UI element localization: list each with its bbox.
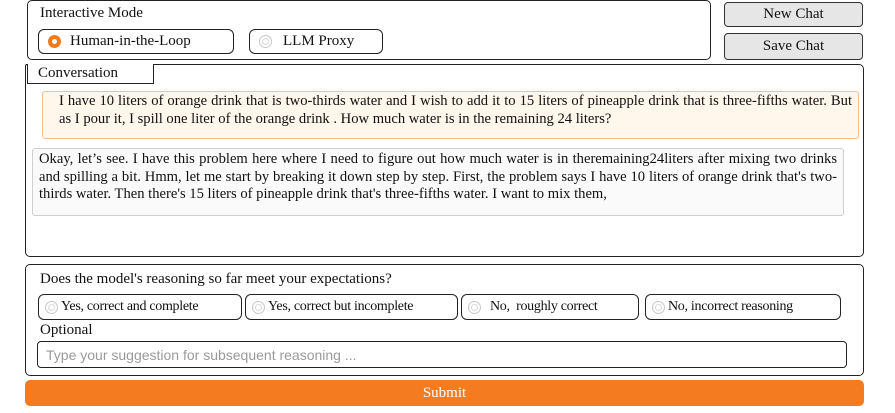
- conversation-tab-title: Conversation: [27, 64, 154, 84]
- assistant-message: Okay, let’s see. I have this problem here where I need to figure out how much water is in theremaining24liters after mixing two drinks and spilling a bit. Hmm, let me start by breaking it down step by step. First, the problem says I have 10 liters of orange drink that's two-thirds water. Then there's 15 liters of pineapple drink that's three-fifths water. I want to mix them,: [32, 148, 844, 216]
- feedback-question: Does the model's reasoning so far meet your expectations?: [40, 271, 392, 287]
- radio-unselected-icon[interactable]: [45, 301, 58, 314]
- mode-option-label: Human-in-the-Loop: [70, 33, 191, 49]
- submit-button[interactable]: Submit: [25, 380, 864, 406]
- new-chat-button[interactable]: New Chat: [724, 2, 863, 27]
- suggestion-input[interactable]: [37, 341, 847, 368]
- feedback-option-label: No, incorrect reasoning: [668, 299, 793, 314]
- optional-label: Optional: [40, 322, 93, 338]
- radio-unselected-icon[interactable]: [468, 301, 481, 314]
- radio-unselected-icon[interactable]: [652, 301, 665, 314]
- feedback-option-roughly-correct[interactable]: [461, 294, 639, 320]
- feedback-option-correct-incomplete[interactable]: [245, 294, 458, 320]
- feedback-option-label: No, roughly correct: [490, 299, 598, 314]
- interactive-mode-title: Interactive Mode: [40, 5, 143, 21]
- radio-unselected-icon[interactable]: [259, 35, 272, 48]
- mode-option-llm-proxy[interactable]: [249, 29, 383, 54]
- feedback-option-label: Yes, correct and complete: [61, 299, 199, 314]
- mode-option-label: LLM Proxy: [283, 33, 355, 49]
- radio-selected-icon[interactable]: [48, 35, 61, 48]
- user-message: I have 10 liters of orange drink that is two-thirds water and I wish to add it to 15 liters of pineapple drink that is three-fifths water. But as I pour it, I spill one liter of the orange drink . How much water is in the remaining 24 liters?: [42, 91, 859, 139]
- save-chat-button[interactable]: Save Chat: [724, 33, 863, 60]
- mode-option-human-in-the-loop[interactable]: [38, 29, 234, 54]
- radio-unselected-icon[interactable]: [252, 301, 265, 314]
- feedback-option-correct-complete[interactable]: [38, 294, 242, 320]
- feedback-option-label: Yes, correct but incomplete: [268, 299, 414, 314]
- feedback-option-incorrect[interactable]: [645, 294, 841, 320]
